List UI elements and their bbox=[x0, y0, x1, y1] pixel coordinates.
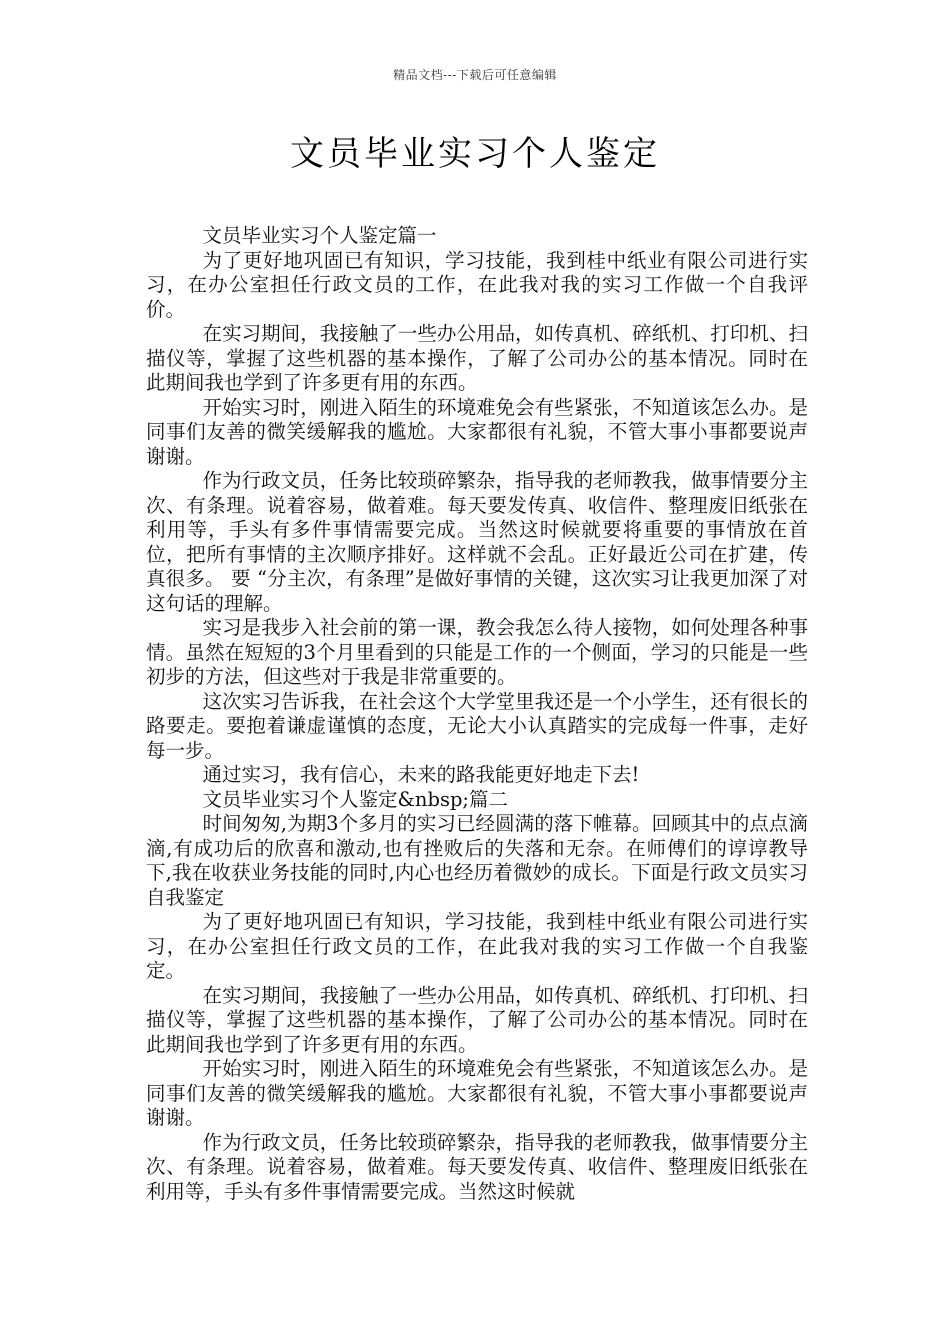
paragraph: 通过实习，我有信心，未来的路我能更好地走下去! bbox=[202, 763, 640, 786]
paragraph: 在实习期间，我接触了一些办公用品，如传真机、碎纸机、打印机、扫描仪等，掌握了这些机器的基本操作，了解了公司办公的基本情况。同时在此期间我也学到了许多更有用的东西。 bbox=[146, 983, 808, 1056]
paragraph: 为了更好地巩固已有知识，学习技能，我到桂中纸业有限公司进行实习，在办公室担任行政文员的工作，在此我对我的实习工作做一个自我鉴定。 bbox=[146, 910, 808, 982]
section-heading-2: 文员毕业实习个人鉴定&nbsp;篇二 bbox=[202, 787, 509, 811]
paragraph: 开始实习时，刚进入陌生的环境难免会有些紧张，不知道该怎么办。是同事们友善的微笑缓解我的尴尬。大家都很有礼貌，不管大事小事都要说声谢谢。 bbox=[146, 395, 808, 468]
section-heading-1: 文员毕业实习个人鉴定篇一 bbox=[202, 224, 437, 247]
document-body bbox=[146, 224, 808, 1204]
header-note: 精品文档---下载后可任意编辑 bbox=[393, 68, 557, 82]
paragraph: 在实习期间，我接触了一些办公用品，如传真机、碎纸机、打印机、扫描仪等，掌握了这些机器的基本操作，了解了公司办公的基本情况。同时在此期间我也学到了许多更有用的东西。 bbox=[146, 322, 808, 394]
paragraph: 时间匆匆,为期3个多月的实习已经圆满的落下帷幕。回顾其中的点点滴滴,有成功后的欣喜和激动,也有挫败后的失落和无奈。在师傅们的谆谆教导下,我在收获业务技能的同时,内心也经历着微妙的成长。下面是行政文员实习自我鉴定 bbox=[146, 812, 808, 909]
document-title: 文员毕业实习个人鉴定 bbox=[290, 134, 660, 174]
paragraph: 这次实习告诉我，在社会这个大学堂里我还是一个小学生，还有很长的路要走。要抱着谦虚谨慎的态度，无论大小认真踏实的完成每一件事，走好每一步。 bbox=[146, 689, 808, 762]
paragraph: 作为行政文员，任务比较琐碎繁杂，指导我的老师教我，做事情要分主次、有条理。说着容易，做着难。每天要发传真、收信件、整理废旧纸张在利用等，手头有多件事情需要完成。当然这时候就 bbox=[146, 1130, 808, 1203]
paragraph: 为了更好地巩固已有知识，学习技能，我到桂中纸业有限公司进行实习，在办公室担任行政文员的工作，在此我对我的实习工作做一个自我评价。 bbox=[146, 248, 808, 321]
paragraph: 实习是我步入社会前的第一课，教会我怎么待人接物，如何处理各种事情。虽然在短短的3个月里看到的只能是工作的一个侧面，学习的只能是一些初步的方法，但这些对于我是非常重要的。 bbox=[146, 616, 808, 688]
paragraph: 作为行政文员，任务比较琐碎繁杂，指导我的老师教我，做事情要分主次、有条理。说着容易，做着难。每天要发传真、收信件、整理废旧纸张在利用等，手头有多件事情需要完成。当然这时候就要将重要的事情放在首位，把所有事情的主次顺序排好。这样就不会乱。正好最近公司在扩建，传真很多。 要 “分主次，有条理”是做好事情的关键，这次实习让我更加深了对这句话的理解。 bbox=[146, 469, 808, 615]
paragraph: 开始实习时，刚进入陌生的环境难免会有些紧张，不知道该怎么办。是同事们友善的微笑缓解我的尴尬。大家都很有礼貌，不管大事小事都要说声谢谢。 bbox=[146, 1057, 808, 1129]
